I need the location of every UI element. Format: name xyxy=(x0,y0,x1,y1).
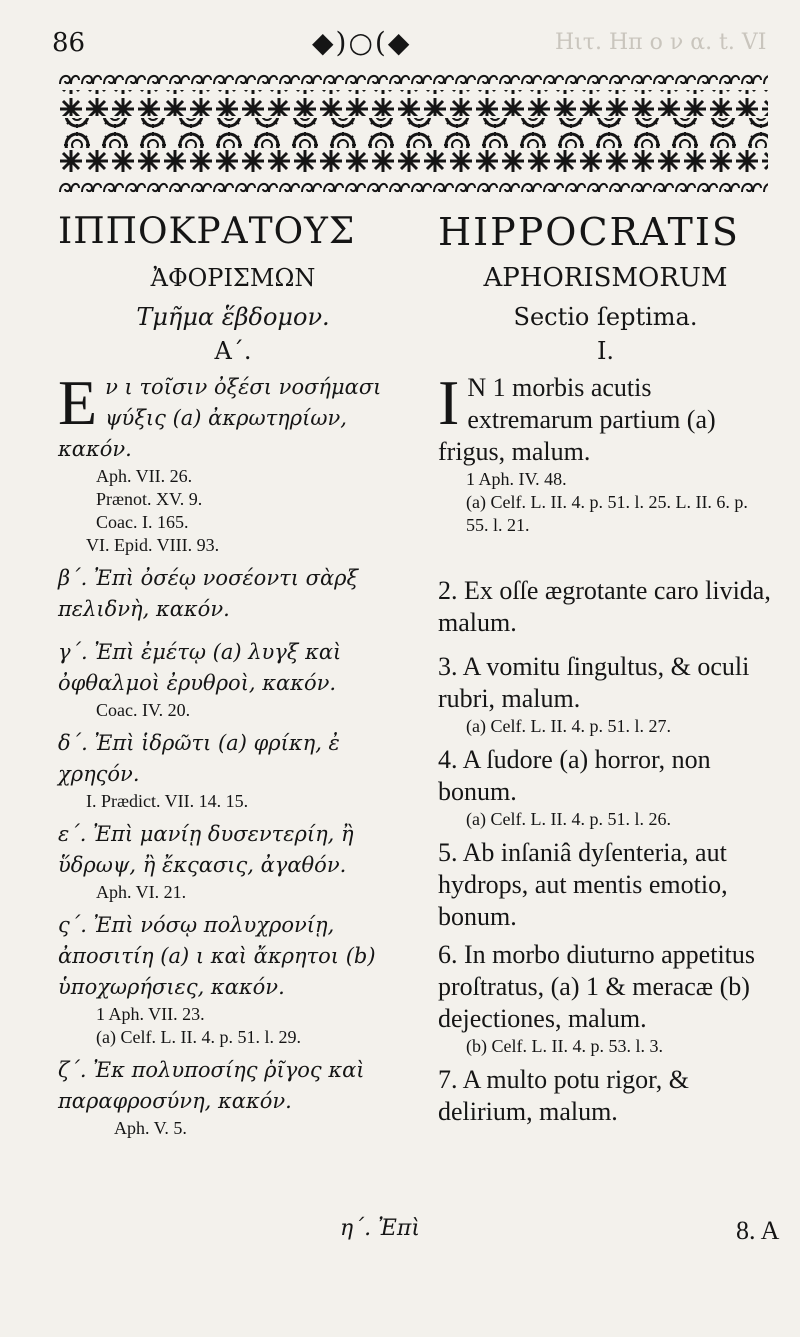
greek-ref-4: VI. Epid. VIII. 93. xyxy=(86,535,220,555)
latin-ref-4: (a) Celf. L. II. 4. p. 51. l. 26. xyxy=(466,809,671,829)
greek-subtitle: ἈΦΟΡΙΣΜΩΝ xyxy=(150,264,316,292)
latin-aphorism-1-text: N 1 morbis acutis extremarum partium (a) frigus, malum. xyxy=(438,373,716,466)
greek-aphorism-1-text: ν ι τοῖσιν ὀξέσι νοσήμασι ψύξις (a) ἀκρωτηρίων, κακόν. xyxy=(58,375,382,461)
ornament-pattern-icon xyxy=(58,70,768,194)
latin-ref-3: (a) Celf. L. II. 4. p. 51. l. 27. xyxy=(466,716,671,736)
latin-ref-2: (a) Celf. L. II. 4. p. 51. l. 25. L. II. 6. p. 55. l. 21. xyxy=(466,492,748,535)
greek-ref-1: Aph. VII. 26. xyxy=(96,466,193,486)
latin-aphorism-5: 5. Ab inſaniâ dyſenteria, aut hydrops, aut mentis emotio, bonum. xyxy=(438,838,728,931)
greek-aphorism-1 xyxy=(58,367,408,465)
latin-aphorism-7: 7. A multo potu rigor, & delirium, malum. xyxy=(438,1065,690,1126)
latin-aphorism-3: 3. A vomitu ſingultus, & oculi rubri, malum. xyxy=(438,652,750,713)
greek-ref-f1: 1 Aph. VII. 23. xyxy=(96,1004,205,1024)
greek-aphorism-3: γ΄. Ἐπὶ ἐμέτῳ (a) λυγξ καὶ ὀφθαλμοὶ ἐρυθροὶ, κακόν. xyxy=(58,640,342,695)
latin-column xyxy=(438,210,773,1128)
latin-title: HIPPOCRATIS xyxy=(438,210,740,254)
greek-aphorism-6: ς΄. Ἐπὶ νόσῳ πολυχρονίῃ, ἀποσιτίη (a) ι καὶ ἄκρητοι (b) ὑποχωρήσιες, κακόν. xyxy=(58,913,376,999)
page-number: 86 xyxy=(52,28,86,58)
greek-aphorism-number: Α΄. xyxy=(214,337,252,365)
latin-aphorism-2: 2. Ex oſſe ægrotante caro livida, malum. xyxy=(438,576,771,637)
greek-aphorism-5: ε΄. Ἐπὶ μανίῃ δυσεντερίη, ἢ ὕδρωψ, ἢ ἔκςασις, ἀγαθόν. xyxy=(58,822,354,877)
greek-ref-3: Coac. I. 165. xyxy=(96,512,189,532)
greek-catchword: η΄. Ἐπὶ xyxy=(340,1216,421,1241)
latin-aphorism-1 xyxy=(438,367,773,468)
greek-ref-g: Aph. V. 5. xyxy=(114,1118,187,1138)
greek-ref-c: Coac. IV. 20. xyxy=(96,700,191,720)
greek-column xyxy=(58,210,408,1140)
latin-catchword: 8. A xyxy=(736,1216,780,1245)
latin-section-heading: Sectio ſeptima. xyxy=(513,303,698,331)
latin-ref-6: (b) Celf. L. II. 4. p. 53. l. 3. xyxy=(466,1036,663,1056)
ornamental-band xyxy=(58,70,768,194)
latin-aphorism-6: 6. In morbo diuturno appetitus proſtratus, (a) 1 & meracæ (b) dejectiones, malum. xyxy=(438,940,756,1033)
greek-aphorism-4: δ΄. Ἐπὶ ἱδρῶτι (a) φρίκη, ἐ χρηςόν. xyxy=(58,731,340,786)
latin-subtitle: APHORISMORUM xyxy=(483,263,728,293)
bleed-through-text: Ηιτ. Ηπ ο ν α. t. VI xyxy=(555,30,767,55)
latin-aphorism-number: I. xyxy=(596,337,615,365)
greek-aphorism-2: β΄. Ἐπὶ ὀσέῳ νοσέοντι σὰρξ πελιδνὴ, κακόν. xyxy=(58,566,359,621)
latin-drop-cap: I xyxy=(438,367,460,438)
greek-aphorism-7: ζ΄. Ἐκ πολυποσίης ῥῖγος καὶ παραφροσύνη, κακόν. xyxy=(58,1058,365,1113)
greek-ref-e: Aph. VI. 21. xyxy=(96,882,187,902)
greek-ref-f2: (a) Celf. L. II. 4. p. 51. l. 29. xyxy=(96,1027,301,1047)
greek-ref-d: I. Prædict. VII. 14. 15. xyxy=(86,791,249,811)
latin-aphorism-4: 4. A ſudore (a) horror, non bonum. xyxy=(438,745,711,806)
header-ornament: ◆)○(◆ xyxy=(312,26,412,59)
greek-title: ΙΠΠΟΚΡΑΤΟΥΣ xyxy=(58,211,356,252)
greek-drop-cap: Ε xyxy=(58,367,98,438)
latin-ref-1: 1 Aph. IV. 48. xyxy=(466,469,567,489)
greek-ref-2: Prænot. XV. 9. xyxy=(96,489,203,509)
greek-section-heading: Τμῆμα ἕβδομον. xyxy=(136,303,330,331)
